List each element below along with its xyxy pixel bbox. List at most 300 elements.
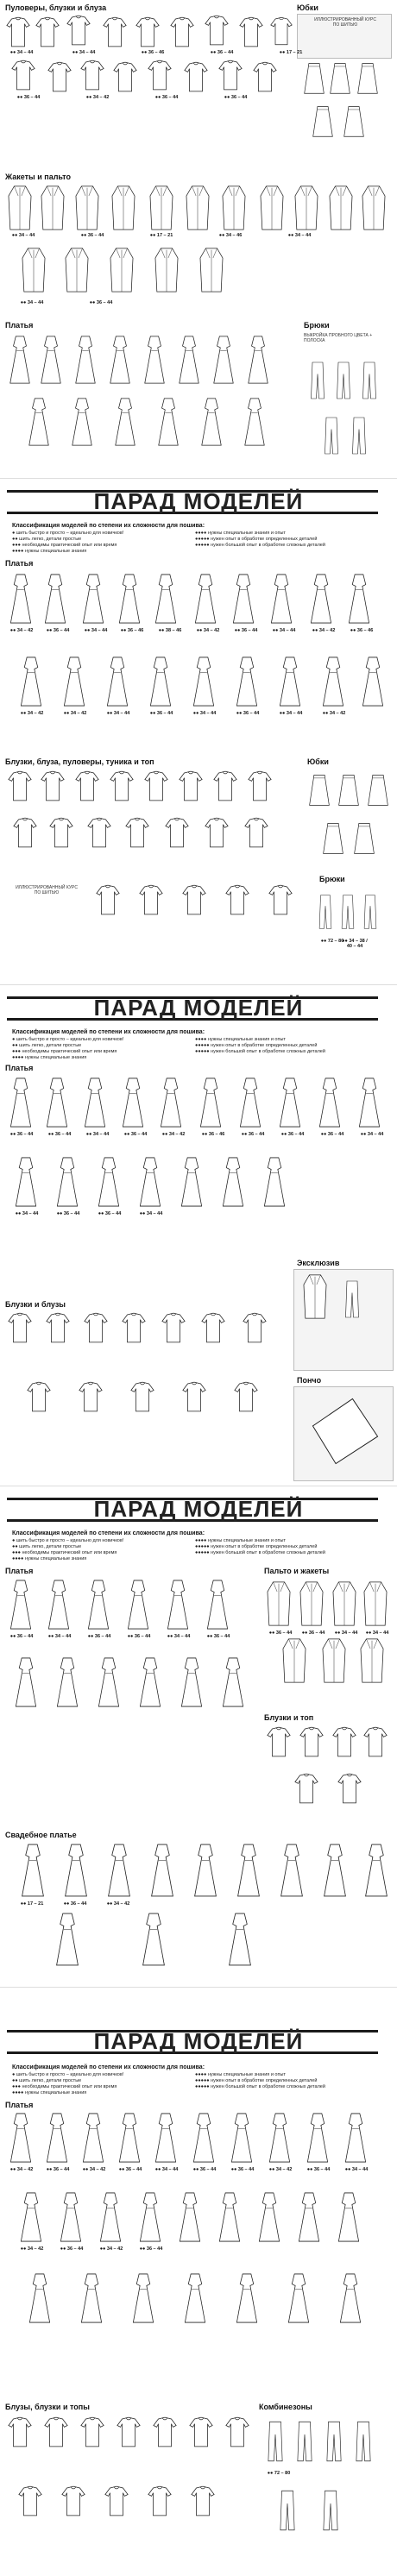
coat-sketch-icon: [109, 247, 135, 293]
top-sketch-icon: [102, 16, 128, 48]
size-range-label: ●● 36 – 44: [210, 50, 234, 55]
top-sketch-icon: [266, 1725, 292, 1758]
dress-sketch-icon: [142, 335, 167, 385]
level-4: ●●●● нужны специальные знания: [12, 2090, 87, 2095]
dress-sketch-icon: [266, 2112, 293, 2164]
top-sketch-icon: [138, 883, 164, 916]
top-sketch-icon: [242, 1311, 268, 1344]
dress-sketch-icon: [95, 1656, 123, 1708]
top-sketch-icon: [121, 1311, 147, 1344]
size-range-label: ●● 36 – 44: [98, 1211, 122, 1216]
size-range-label: ●● 34 – 44: [192, 711, 217, 716]
section-title-pullovers: Пуловеры, блузки и блуза: [5, 3, 107, 12]
dress-sketch-icon: [152, 2112, 180, 2164]
level-4: ●●●● нужны специальные знания: [12, 1055, 87, 1060]
level-2: ●● шить легко, детали простые: [12, 537, 82, 542]
dress-sketch-icon: [228, 2112, 255, 2164]
dress-sketch-icon: [7, 335, 33, 385]
level-3: ●●● необходимы практический опыт или время: [12, 1550, 117, 1555]
dress-sketch-icon: [178, 1156, 205, 1208]
section-title-dresses: Платья: [5, 2101, 34, 2109]
top-sketch-icon: [188, 2416, 214, 2448]
top-sketch-icon: [7, 2416, 33, 2448]
section-title-blouses: Блузки и топ: [264, 1713, 314, 1722]
dress-sketch-icon: [304, 2112, 331, 2164]
top-sketch-icon: [26, 1380, 52, 1413]
coat-sketch-icon: [328, 185, 354, 231]
dress-sketch-icon: [43, 1077, 71, 1128]
illustrated-course-note: ИЛЛЮСТРИРОВАННЫЙ КУРС ПО ШИТЬЮ: [16, 885, 78, 895]
dress-sketch-icon: [219, 1656, 247, 1708]
size-range-label: ●● 36 – 44: [9, 1132, 34, 1137]
top-sketch-icon: [212, 770, 238, 802]
level-1: ● шить быстро и просто – идеально для новичков!: [12, 531, 124, 536]
top-sketch-icon: [5, 16, 31, 48]
size-range-label: ●● 36 – 44: [234, 628, 258, 633]
dress-sketch-icon: [57, 2191, 85, 2243]
level-3: ●●● необходимы практический опыт или время: [12, 543, 117, 548]
top-sketch-icon: [164, 816, 190, 849]
dress-sketch-icon: [60, 656, 88, 707]
dress-sketch-icon: [7, 1077, 35, 1128]
dress-sketch-icon: [43, 2112, 71, 2164]
pants-sketch-icon: [316, 889, 335, 935]
skirt-sketch-icon: [321, 820, 345, 856]
level-1: ● шить быстро и просто – идеально для новичков!: [12, 1037, 124, 1042]
top-sketch-icon: [362, 1725, 388, 1758]
top-sketch-icon: [129, 1380, 155, 1413]
coat-sketch-icon: [7, 185, 33, 231]
pants-sketch-icon: [338, 889, 357, 935]
size-range-label: ●● 36 – 44: [16, 95, 41, 100]
dress-sketch-icon: [198, 397, 224, 447]
dress-sketch-icon: [176, 2191, 204, 2243]
top-sketch-icon: [43, 2416, 69, 2448]
coat-sketch-icon: [110, 185, 136, 231]
dress-sketch-icon: [12, 1156, 40, 1208]
size-range-label: ●● 17 – 21: [20, 1901, 44, 1907]
top-sketch-icon: [45, 1311, 71, 1344]
coat-sketch-icon: [21, 247, 47, 293]
skirt-sketch-icon: [352, 820, 376, 856]
dress-sketch-icon: [60, 1843, 91, 1898]
pants-sketch-icon: [307, 357, 328, 404]
size-range-label: ●● 36 – 44: [149, 711, 173, 716]
dress-sketch-icon: [216, 2191, 243, 2243]
top-sketch-icon: [224, 2416, 250, 2448]
level-6: ●●●●● нужен опыт в обработке определенных деталей: [195, 2078, 318, 2083]
size-range-label: ●● 34 – 42: [196, 628, 220, 633]
size-range-label: ●● 36 – 44: [268, 1630, 293, 1636]
coat-sketch-icon: [154, 247, 180, 293]
coat-sketch-icon: [198, 247, 224, 293]
size-range-label: ●● 36 – 44: [320, 1132, 344, 1137]
top-sketch-icon: [204, 14, 230, 47]
size-range-label: ●● 34 – 44: [20, 300, 44, 305]
coat-sketch-icon: [221, 185, 247, 231]
banner: [0, 990, 397, 1027]
section-title-blouses: Блузки и блузы: [5, 1300, 66, 1309]
section-title-dresses: Платья: [5, 321, 34, 330]
level-5: ●●●● нужны специальные знания и опыт: [195, 2072, 286, 2077]
dress-sketch-icon: [124, 1579, 152, 1630]
top-sketch-icon: [109, 770, 135, 802]
coat-sketch-icon: [299, 1580, 325, 1627]
size-range-label: ●● 72 – 80: [267, 2471, 291, 2476]
size-range-label: ●● 36 – 44: [206, 1634, 230, 1639]
level-7: ●●●●● нужен большой опыт в обработке сложных деталей: [195, 1049, 325, 1054]
size-range-label: ●● 34 – 44: [154, 2167, 179, 2172]
level-7: ●●●●● нужен большой опыт в обработке сложных деталей: [195, 1550, 325, 1555]
dress-sketch-icon: [245, 335, 271, 385]
size-range-label: ●● 36 – 44: [46, 628, 70, 633]
dress-sketch-icon: [176, 335, 202, 385]
top-sketch-icon: [200, 1311, 226, 1344]
pants-sketch-icon: [323, 2416, 345, 2467]
coat-sketch-icon: [64, 247, 90, 293]
dress-sketch-icon: [72, 335, 98, 385]
size-range-label: ●● 34 – 42: [9, 2167, 34, 2172]
dress-sketch-icon: [12, 1656, 40, 1708]
size-range-label: ●● 36 – 44: [80, 233, 104, 238]
size-range-label: ●● 36 – 44: [280, 1132, 305, 1137]
levels-left: [12, 1037, 185, 1061]
dress-sketch-icon: [97, 2191, 124, 2243]
dress-sketch-icon: [178, 1656, 205, 1708]
level-4: ●●●● нужны специальные знания: [12, 1556, 87, 1561]
top-sketch-icon: [331, 1725, 357, 1758]
size-range-label: ●● 34 – 44: [9, 50, 34, 55]
dress-sketch-icon: [285, 2272, 312, 2324]
page-divider: [0, 984, 397, 985]
top-sketch-icon: [252, 60, 278, 93]
dress-sketch-icon: [224, 1912, 255, 1967]
size-range-label: ●● 34 – 46: [218, 233, 243, 238]
size-range-label: ●● 36 – 44: [230, 2167, 255, 2172]
skirt-sketch-icon: [337, 771, 361, 807]
dress-sketch-icon: [136, 2191, 164, 2243]
top-sketch-icon: [35, 16, 60, 48]
skirt-sketch-icon: [342, 104, 366, 138]
top-sketch-icon: [95, 883, 121, 916]
section-title-jumpsuits: Комбинезоны: [259, 2403, 312, 2411]
levels-left: [12, 2072, 185, 2096]
size-range-label: ●● 36 – 44: [89, 300, 113, 305]
dress-sketch-icon: [157, 1077, 185, 1128]
dress-sketch-icon: [192, 573, 219, 625]
trousers-note: ВЫКРОЙКА ПРОБНОГО ЦВЕТА + ПОЛОСКА: [304, 333, 373, 343]
skirt-sketch-icon: [328, 60, 352, 95]
dress-sketch-icon: [276, 1077, 304, 1128]
size-range-label: ●● 36 – 44: [47, 1132, 72, 1137]
coat-sketch-icon: [148, 185, 174, 231]
size-range-label: ●● 36 – 44: [241, 1132, 265, 1137]
top-sketch-icon: [12, 816, 38, 849]
size-range-label: ●● 36 – 44: [301, 1630, 325, 1636]
top-sketch-icon: [10, 59, 36, 91]
size-range-label: ●● 36 – 46: [141, 50, 165, 55]
skirt-sketch-icon: [356, 60, 380, 95]
skirt-course-note: ИЛЛЮСТРИРОВАННЫЙ КУРС ПО ШИТЬЮ: [314, 17, 376, 28]
dress-sketch-icon: [17, 656, 45, 707]
dress-sketch-icon: [356, 1077, 383, 1128]
classification-title: Классификация моделей по степени их сложности для пошива:: [12, 1530, 205, 1536]
size-range-label: ●● 72 – 80: [320, 939, 344, 944]
size-range-label: ●● 34 – 42: [161, 1132, 186, 1137]
size-range-label: ●● 34 – 38 / 40 – 44: [342, 939, 368, 949]
dress-sketch-icon: [345, 573, 373, 625]
size-range-label: ●● 34 – 42: [106, 1901, 130, 1907]
dress-sketch-icon: [255, 2191, 283, 2243]
dress-sketch-icon: [85, 1579, 112, 1630]
dress-sketch-icon: [54, 1656, 81, 1708]
section-title-blouses: Блузы, блузки и топы: [5, 2403, 90, 2411]
top-sketch-icon: [152, 2416, 178, 2448]
dress-sketch-icon: [107, 335, 133, 385]
dress-sketch-icon: [78, 2272, 105, 2324]
coat-sketch-icon: [185, 185, 211, 231]
levels-right: [195, 1538, 394, 1556]
dress-sketch-icon: [17, 1843, 48, 1898]
top-sketch-icon: [7, 1311, 33, 1344]
top-sketch-icon: [181, 1380, 207, 1413]
dress-sketch-icon: [204, 1579, 231, 1630]
dress-sketch-icon: [138, 1912, 169, 1967]
dress-sketch-icon: [129, 2272, 157, 2324]
pants-sketch-icon: [321, 412, 342, 459]
section-title-trousers: Брюки: [304, 321, 330, 330]
dress-sketch-icon: [26, 397, 52, 447]
coat-sketch-icon: [40, 185, 66, 231]
size-range-label: ●● 34 – 44: [365, 1630, 389, 1636]
section-title-jackets: Жакеты и пальто: [5, 173, 71, 181]
top-sketch-icon: [66, 14, 91, 47]
size-range-label: ●● 36 – 44: [63, 1901, 87, 1907]
top-sketch-icon: [17, 2485, 43, 2517]
dress-sketch-icon: [337, 2272, 364, 2324]
size-range-label: ●● 34 – 44: [287, 233, 312, 238]
level-5: ●●●● нужны специальные знания и опыт: [195, 531, 286, 536]
classification-title: Классификация моделей по степени их сложности для пошива:: [12, 523, 205, 529]
size-range-label: ●● 36 – 44: [154, 95, 179, 100]
level-2: ●● шить легко, детали простые: [12, 1544, 82, 1549]
section-title-blouses: Блузки, блуза, пуловеры, туника и топ: [5, 757, 154, 766]
top-sketch-icon: [238, 16, 264, 48]
top-sketch-icon: [147, 59, 173, 91]
dress-sketch-icon: [233, 2272, 261, 2324]
top-sketch-icon: [7, 770, 33, 802]
dress-sketch-icon: [112, 397, 138, 447]
top-sketch-icon: [190, 2485, 216, 2517]
dress-sketch-icon: [116, 2112, 143, 2164]
dress-sketch-icon: [359, 656, 387, 707]
dress-sketch-icon: [7, 573, 35, 625]
dress-sketch-icon: [342, 2112, 369, 2164]
size-range-label: ●● 34 – 42: [9, 628, 34, 633]
size-range-label: ●● 34 – 44: [85, 1132, 110, 1137]
dress-sketch-icon: [361, 1843, 392, 1898]
level-6: ●●●●● нужен опыт в обработке определенных деталей: [195, 1043, 318, 1048]
size-range-label: ●● 34 – 42: [268, 2167, 293, 2172]
dress-sketch-icon: [45, 1579, 72, 1630]
section-title-exclusive: Эксклюзив: [297, 1259, 340, 1267]
size-range-label: ●● 34 – 44: [272, 628, 296, 633]
top-sketch-icon: [83, 1311, 109, 1344]
dress-sketch-icon: [307, 573, 335, 625]
dress-sketch-icon: [95, 1156, 123, 1208]
section-title-wedding: Свадебное платье: [5, 1831, 77, 1839]
top-sketch-icon: [112, 60, 138, 93]
dress-sketch-icon: [233, 1843, 264, 1898]
dress-sketch-icon: [236, 1077, 264, 1128]
dress-sketch-icon: [26, 2272, 54, 2324]
dress-sketch-icon: [7, 2112, 35, 2164]
section-title-dresses: Платья: [5, 1064, 34, 1072]
section-title-poncho: Пончо: [297, 1376, 322, 1385]
coat-sketch-icon: [361, 185, 387, 231]
top-sketch-icon: [169, 16, 195, 48]
dress-sketch-icon: [319, 1843, 350, 1898]
dress-sketch-icon: [69, 397, 95, 447]
classification-title: Классификация моделей по степени их сложности для пошива:: [12, 1029, 205, 1035]
top-sketch-icon: [268, 883, 293, 916]
top-sketch-icon: [269, 16, 293, 47]
dress-sketch-icon: [17, 2191, 45, 2243]
size-range-label: ●● 34 – 42: [82, 2167, 106, 2172]
dress-sketch-icon: [164, 1579, 192, 1630]
dress-sketch-icon: [41, 573, 69, 625]
dress-sketch-icon: [38, 335, 64, 385]
size-range-label: ●● 38 – 46: [158, 628, 182, 633]
dress-sketch-icon: [190, 2112, 217, 2164]
size-range-label: ●● 34 – 44: [84, 628, 108, 633]
dress-sketch-icon: [190, 656, 217, 707]
level-2: ●● шить легко, детали простые: [12, 1043, 82, 1048]
dress-sketch-icon: [242, 397, 268, 447]
dress-sketch-icon: [136, 1656, 164, 1708]
top-sketch-icon: [79, 59, 105, 91]
size-range-label: ●● 36 – 44: [123, 1132, 148, 1137]
dress-sketch-icon: [319, 656, 347, 707]
size-range-label: ●● 34 – 44: [47, 1634, 72, 1639]
dress-sketch-icon: [276, 656, 304, 707]
pants-sketch-icon: [349, 412, 369, 459]
dress-sketch-icon: [104, 1843, 135, 1898]
top-sketch-icon: [48, 816, 74, 849]
page-divider: [0, 478, 397, 479]
pants-sketch-icon: [276, 2485, 299, 2536]
top-sketch-icon: [124, 816, 150, 849]
dress-sketch-icon: [79, 573, 107, 625]
dress-sketch-icon: [7, 1579, 35, 1630]
level-3: ●●● необходимы практический опыт или время: [12, 2084, 117, 2089]
coat-sketch-icon: [359, 1637, 385, 1684]
size-range-label: ●● 36 – 46: [350, 628, 374, 633]
banner: [0, 1491, 397, 1529]
level-6: ●●●●● нужен опыт в обработке определенных деталей: [195, 537, 318, 542]
level-7: ●●●●● нужен большой опыт в обработке сложных деталей: [195, 543, 325, 548]
top-sketch-icon: [60, 2485, 86, 2517]
dress-sketch-icon: [197, 1077, 224, 1128]
top-sketch-icon: [116, 2416, 142, 2448]
pants-sketch-icon: [361, 889, 380, 935]
banner: [0, 483, 397, 521]
size-range-label: ●● 36 – 44: [46, 2167, 70, 2172]
level-4: ●●●● нужны специальные знания: [12, 549, 87, 554]
size-range-label: ●● 36 – 44: [306, 2167, 331, 2172]
dress-sketch-icon: [276, 1843, 307, 1898]
level-5: ●●●● нужны специальные знания и опыт: [195, 1037, 286, 1042]
pants-sketch-icon: [359, 357, 380, 404]
section-title-skirts: Юбки: [297, 3, 318, 12]
size-range-label: ●● 34 – 42: [20, 2246, 44, 2252]
dress-sketch-icon: [147, 656, 174, 707]
coat-sketch-icon: [281, 1637, 307, 1684]
top-sketch-icon: [104, 2485, 129, 2517]
pants-sketch-icon: [319, 2485, 342, 2536]
skirt-sketch-icon: [302, 60, 326, 95]
skirt-sketch-icon: [366, 771, 390, 807]
size-range-label: ●● 34 – 44: [344, 2167, 369, 2172]
dress-sketch-icon: [79, 2112, 107, 2164]
size-range-label: ●● 36 – 46: [120, 628, 144, 633]
dress-sketch-icon: [104, 656, 131, 707]
banner-title: ПАРАД МОДЕЛЕЙ: [93, 488, 304, 514]
skirt-sketch-icon: [307, 771, 331, 807]
top-sketch-icon: [47, 60, 72, 93]
coat-sketch-icon: [74, 185, 100, 231]
dress-sketch-icon: [119, 1077, 147, 1128]
levels-left: [12, 1538, 185, 1562]
dress-sketch-icon: [136, 1156, 164, 1208]
top-sketch-icon: [224, 883, 250, 916]
size-range-label: ●● 34 – 42: [63, 711, 87, 716]
coat-sketch-icon: [259, 185, 285, 231]
pants-sketch-icon: [352, 2416, 375, 2467]
size-range-label: ●● 34 – 44: [15, 1211, 39, 1216]
dress-sketch-icon: [335, 2191, 362, 2243]
size-range-label: ●● 36 – 44: [9, 1634, 34, 1639]
size-range-label: ●● 36 – 44: [192, 2167, 217, 2172]
dress-sketch-icon: [295, 2191, 323, 2243]
top-sketch-icon: [233, 1380, 259, 1413]
banner-title: ПАРАД МОДЕЛЕЙ: [93, 995, 304, 1021]
pants-sketch-icon: [293, 2416, 316, 2467]
size-range-label: ●● 34 – 44: [106, 711, 130, 716]
size-range-label: ●● 36 – 44: [139, 2246, 163, 2252]
top-sketch-icon: [143, 770, 169, 802]
dress-sketch-icon: [181, 2272, 209, 2324]
level-3: ●●● необходимы практический опыт или время: [12, 1049, 117, 1054]
size-range-label: ●● 36 – 44: [224, 95, 248, 100]
size-range-label: ●● 34 – 44: [72, 50, 96, 55]
coat-sketch-icon: [362, 1580, 388, 1627]
top-sketch-icon: [204, 816, 230, 849]
size-range-label: ●● 36 – 44: [87, 1634, 111, 1639]
top-sketch-icon: [79, 2416, 105, 2448]
levels-right: [195, 531, 394, 549]
top-sketch-icon: [217, 59, 243, 91]
dress-sketch-icon: [54, 1156, 81, 1208]
pants-sketch-icon: [264, 2416, 287, 2467]
banner-title: ПАРАД МОДЕЛЕЙ: [93, 1496, 304, 1522]
top-sketch-icon: [78, 1380, 104, 1413]
size-range-label: ●● 36 – 44: [127, 1634, 151, 1639]
size-range-label: ●● 36 – 44: [60, 2246, 84, 2252]
skirt-sketch-icon: [311, 104, 335, 138]
dress-sketch-icon: [155, 397, 181, 447]
size-range-label: ●● 36 – 46: [201, 1132, 225, 1137]
